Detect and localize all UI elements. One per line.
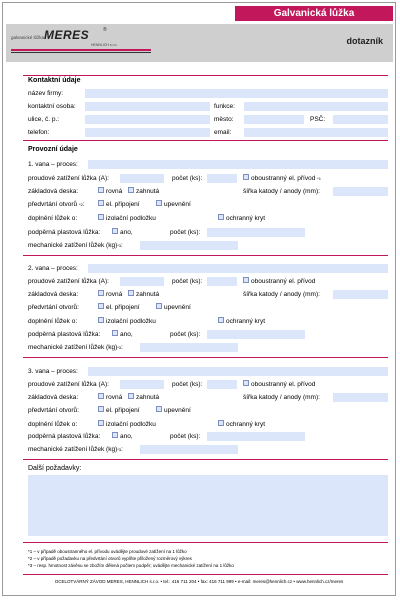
page-subtitle: dotazník (346, 36, 383, 46)
operating-heading: Provozní údaje (28, 146, 78, 153)
section-divider (23, 140, 388, 141)
double-feed-option[interactable]: oboustranný el. přívod (243, 380, 315, 389)
support-count-label: počet (ks): (170, 433, 201, 440)
cover-checkbox[interactable] (218, 317, 224, 323)
other-requirements-field[interactable] (28, 475, 388, 536)
double-feed-option[interactable]: oboustranný el. přívod (243, 277, 315, 286)
cover-checkbox[interactable] (218, 420, 224, 426)
plastic-support-label: podpěrná plastová lůžka: (28, 229, 101, 236)
double-feed-checkbox[interactable] (243, 174, 249, 180)
count-label: počet (ks): (172, 278, 203, 285)
mech-load-field[interactable] (140, 241, 238, 250)
header (3, 3, 395, 65)
questionnaire-page (2, 2, 396, 596)
support-count-label: počet (ks): (170, 229, 201, 236)
double-feed-checkbox[interactable] (243, 277, 249, 283)
company-field[interactable] (85, 89, 388, 98)
process-field[interactable] (88, 264, 388, 273)
base-label: základová deska: (28, 394, 79, 401)
zip-field[interactable] (333, 115, 388, 124)
logo-underline-dark (11, 52, 151, 53)
el-connection-checkbox[interactable] (98, 200, 104, 206)
cathode-width-field[interactable] (333, 290, 388, 299)
footnote-2: *2 – v případě požadavku na předvrtání otvorů vyplňte přiložený rozměrový výkres (28, 556, 192, 561)
base-label: základová deska: (28, 188, 79, 195)
el-connection-option[interactable]: el. připojení (98, 406, 140, 415)
current-load-field[interactable] (120, 277, 164, 286)
city-label: město: (214, 116, 234, 123)
cathode-width-label: šířka katody / anody (mm): (243, 188, 320, 195)
mech-load-field[interactable] (140, 343, 238, 352)
process-field[interactable] (88, 367, 388, 376)
plastic-support-yes-checkbox[interactable] (112, 432, 118, 438)
section-divider (23, 255, 388, 256)
fixing-checkbox[interactable] (156, 200, 162, 206)
contact-person-label: kontaktní osoba: (28, 103, 76, 110)
fixing-option[interactable]: upevnění (156, 200, 191, 209)
el-connection-checkbox[interactable] (98, 303, 104, 309)
insulating-pad-checkbox[interactable] (98, 214, 104, 220)
company-logo (11, 27, 151, 49)
other-requirements-label: Další požadavky: (28, 465, 82, 472)
process-field[interactable] (88, 160, 388, 169)
insulating-pad-option[interactable]: izolační podložku (98, 420, 156, 429)
process-label: 2. vana – proces: (28, 265, 78, 272)
insulating-pad-checkbox[interactable] (98, 420, 104, 426)
cover-checkbox[interactable] (218, 214, 224, 220)
footer-divider (23, 574, 388, 575)
current-load-label: proudové zatížení lůžka (A): (28, 175, 109, 182)
company-label: název firmy: (28, 90, 64, 97)
cover-option[interactable]: ochranný kryt (218, 214, 265, 223)
company-footer: OCELOTVÁRNÝ ZÁVOD MERES, HENNLICH s.r.o. • tel.: 416 711 204 • fax: 416 711 999 • e-mail: meres@hennlich.cz • www.hennlich.cz/meres (54, 579, 344, 584)
section-divider (23, 542, 388, 543)
predrill-label: předvrtání otvorů $^{*2}$: (28, 201, 85, 208)
fixing-option[interactable]: upevnění (156, 406, 191, 415)
fixing-option[interactable]: upevnění (156, 303, 191, 312)
plastic-support-yes-checkbox[interactable] (112, 330, 118, 336)
mech-load-label: mechanické zatížení lůžek (kg)$^{*3}$: (28, 344, 123, 351)
contact-person-field[interactable] (85, 102, 210, 111)
support-count-field[interactable] (207, 330, 305, 339)
accessory-label: doplnění lůžek o: (28, 421, 78, 428)
email-label: email: (214, 129, 232, 136)
accessory-label: doplnění lůžek o: (28, 318, 78, 325)
contact-heading: Kontaktní údaje (28, 77, 81, 84)
phone-field[interactable] (85, 128, 210, 137)
count-label: počet (ks): (172, 175, 203, 182)
base-bent-checkbox[interactable] (128, 393, 134, 399)
base-bent-checkbox[interactable] (128, 187, 134, 193)
base-label: základová deska: (28, 291, 79, 298)
mech-load-label: mechanické zatížení lůžek (kg)$^{*3}$: (28, 242, 123, 249)
plastic-support-label: podpěrná plastová lůžka: (28, 433, 101, 440)
city-field[interactable] (244, 115, 304, 124)
plastic-support-yes-checkbox[interactable] (112, 228, 118, 234)
base-bent-option[interactable]: zahnutá (128, 187, 159, 196)
plastic-support-yes-option[interactable]: ano, (112, 432, 133, 441)
insulating-pad-checkbox[interactable] (98, 317, 104, 323)
logo-brand: MERES (44, 28, 90, 42)
page-title: Galvanická lůžka (273, 8, 355, 19)
logo-underline-accent (11, 49, 151, 51)
current-load-label: proudové zatížení lůžka (A): (28, 381, 109, 388)
process-label: 3. vana – proces: (28, 368, 78, 375)
section-divider (23, 459, 388, 460)
base-straight-checkbox[interactable] (98, 290, 104, 296)
el-connection-option[interactable]: el. připojení (98, 303, 140, 312)
double-feed-option[interactable]: oboustranný el. přívod $^{*1}$ (243, 174, 321, 183)
count-field[interactable] (207, 174, 237, 183)
street-field[interactable] (85, 115, 210, 124)
cover-option[interactable]: ochranný kryt (218, 317, 265, 326)
base-bent-checkbox[interactable] (128, 290, 134, 296)
base-bent-option[interactable]: zahnutá (128, 393, 159, 402)
support-count-field[interactable] (207, 432, 305, 441)
base-straight-checkbox[interactable] (98, 393, 104, 399)
email-field[interactable] (244, 128, 388, 137)
plastic-support-yes-option[interactable]: ano, (112, 228, 133, 237)
logo-registered-icon: ® (103, 27, 107, 33)
accessory-label: doplnění lůžek o: (28, 215, 78, 222)
insulating-pad-option[interactable]: izolační podložku (98, 214, 156, 223)
el-connection-checkbox[interactable] (98, 406, 104, 412)
mech-load-field[interactable] (140, 445, 238, 454)
cathode-width-label: šířka katody / anody (mm): (243, 291, 320, 298)
zip-label: PSČ: (310, 116, 326, 123)
support-count-label: počet (ks): (170, 331, 201, 338)
cathode-width-field[interactable] (333, 393, 388, 402)
fixing-checkbox[interactable] (156, 406, 162, 412)
phone-label: telefon: (28, 129, 50, 136)
double-feed-checkbox[interactable] (243, 380, 249, 386)
plastic-support-label: podpěrná plastová lůžka: (28, 331, 101, 338)
street-label: ulice, č. p.: (28, 116, 60, 123)
current-load-field[interactable] (120, 380, 164, 389)
cover-option[interactable]: ochranný kryt (218, 420, 265, 429)
logo-subtitle: HENNLICH s.r.o. (91, 43, 118, 47)
current-load-label: proudové zatížení lůžka (A): (28, 278, 109, 285)
logo-tagline: galvanické lůžka (11, 35, 45, 40)
predrill-label: předvrtání otvorů: (28, 304, 79, 311)
base-straight-option[interactable]: rovná (98, 393, 122, 402)
current-load-field[interactable] (120, 174, 164, 183)
function-label: funkce: (214, 103, 235, 110)
base-straight-option[interactable]: rovná (98, 290, 122, 299)
plastic-support-yes-option[interactable]: ano, (112, 330, 133, 339)
base-straight-checkbox[interactable] (98, 187, 104, 193)
base-bent-option[interactable]: zahnutá (128, 290, 159, 299)
insulating-pad-option[interactable]: izolační podložku (98, 317, 156, 326)
count-field[interactable] (207, 380, 237, 389)
footnote-3: *3 – resp. hmotnost závěsu se zbožím dělená počtem podpěr; uvádějte mechanické zatížení na 1 lůžko (28, 563, 234, 568)
mech-load-label: mechanické zatížení lůžek (kg)$^{*3}$: (28, 446, 123, 453)
el-connection-option[interactable]: el. připojení (98, 200, 140, 209)
footnote-1: *1 – v případě oboustranného el. přívodu uvádějte proudové zatížení na 1 lůžko (28, 549, 187, 554)
fixing-checkbox[interactable] (156, 303, 162, 309)
cathode-width-label: šířka katody / anody (mm): (243, 394, 320, 401)
support-count-field[interactable] (207, 228, 305, 237)
process-label: 1. vana – proces: (28, 161, 78, 168)
predrill-label: předvrtání otvorů: (28, 407, 79, 414)
base-straight-option[interactable]: rovná (98, 187, 122, 196)
section-divider (23, 75, 388, 76)
section-divider (23, 357, 388, 358)
function-field[interactable] (244, 102, 388, 111)
count-field[interactable] (207, 277, 237, 286)
cathode-width-field[interactable] (333, 187, 388, 196)
count-label: počet (ks): (172, 381, 203, 388)
